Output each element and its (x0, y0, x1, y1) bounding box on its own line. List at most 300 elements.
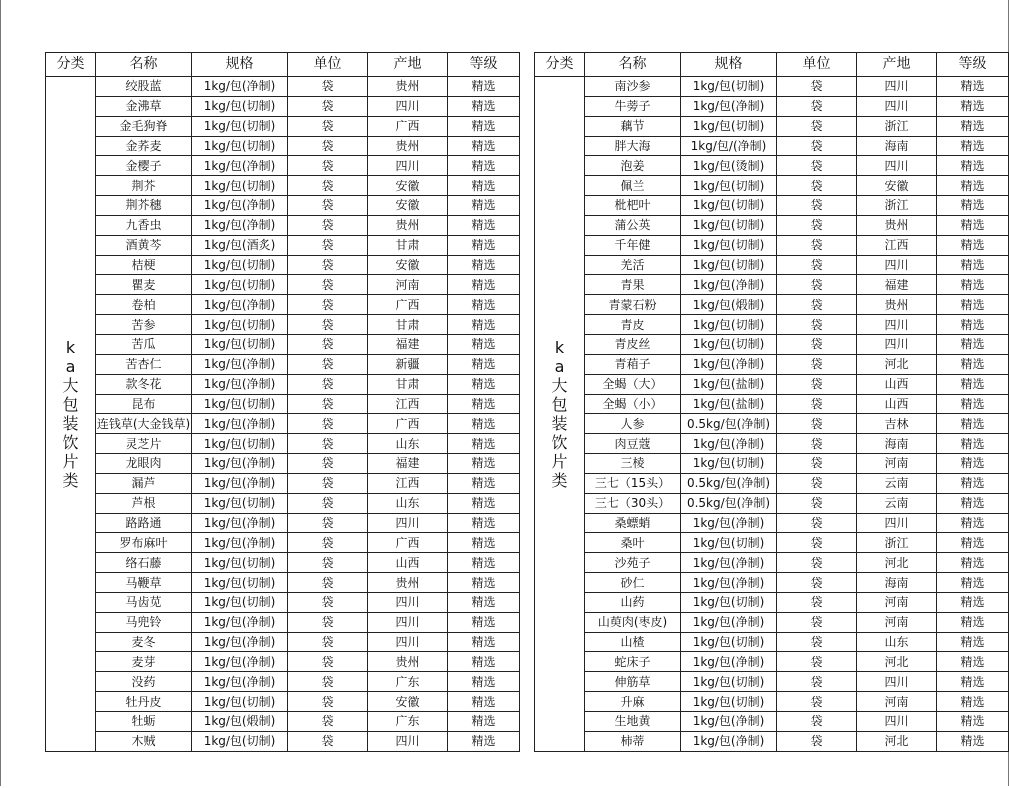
grade-cell: 精选 (448, 592, 520, 612)
spec-cell: 1kg/包(切制) (192, 573, 288, 593)
table-row (46, 493, 520, 513)
origin-cell: 甘肃 (368, 315, 448, 335)
grade-cell: 精选 (937, 196, 1009, 216)
name-cell: 连钱草(大金钱草) (96, 414, 192, 434)
grade-cell: 精选 (448, 652, 520, 672)
name-cell: 砂仁 (585, 573, 681, 593)
header-category: 分类 (46, 53, 96, 77)
spec-cell: 0.5kg/包(净制) (681, 473, 777, 493)
spec-cell: 1kg/包(净制) (192, 454, 288, 474)
name-cell: 三棱 (585, 454, 681, 474)
origin-cell: 四川 (368, 513, 448, 533)
table-row (46, 731, 520, 751)
grade-cell: 精选 (448, 374, 520, 394)
unit-cell: 袋 (288, 632, 368, 652)
grade-cell: 精选 (448, 434, 520, 454)
table-row (46, 473, 520, 493)
grade-cell: 精选 (448, 533, 520, 553)
origin-cell: 江西 (857, 235, 937, 255)
name-cell: 九香虫 (96, 215, 192, 235)
origin-cell: 山西 (368, 553, 448, 573)
spec-cell: 1kg/包(切制) (192, 592, 288, 612)
table-row (535, 354, 1009, 374)
grade-cell: 精选 (937, 255, 1009, 275)
grade-cell: 精选 (448, 116, 520, 136)
unit-cell: 袋 (288, 493, 368, 513)
origin-cell: 广西 (368, 295, 448, 315)
origin-cell: 浙江 (857, 116, 937, 136)
unit-cell: 袋 (288, 513, 368, 533)
spec-cell: 1kg/包(切制) (192, 275, 288, 295)
spec-cell: 1kg/包(盐制) (681, 374, 777, 394)
grade-cell: 精选 (937, 493, 1009, 513)
spec-cell: 1kg/包(烫制) (681, 156, 777, 176)
origin-cell: 四川 (368, 632, 448, 652)
unit-cell: 袋 (288, 394, 368, 414)
name-cell: 麦芽 (96, 652, 192, 672)
spec-cell: 1kg/包(净制) (681, 96, 777, 116)
header-origin: 产地 (857, 53, 937, 77)
name-cell: 金毛狗脊 (96, 116, 192, 136)
name-cell: 络石藤 (96, 553, 192, 573)
spec-cell: 1kg/包(净制) (681, 612, 777, 632)
header-unit: 单位 (288, 53, 368, 77)
origin-cell: 贵州 (368, 136, 448, 156)
spec-cell: 1kg/包(净制) (192, 215, 288, 235)
name-cell: 麦冬 (96, 632, 192, 652)
table-row (46, 295, 520, 315)
spec-cell: 1kg/包(切制) (681, 334, 777, 354)
unit-cell: 袋 (288, 116, 368, 136)
table-row (535, 215, 1009, 235)
name-cell: 青果 (585, 275, 681, 295)
origin-cell: 贵州 (368, 573, 448, 593)
name-cell: 马兜铃 (96, 612, 192, 632)
table-row (46, 156, 520, 176)
table-row (535, 652, 1009, 672)
origin-cell: 贵州 (857, 215, 937, 235)
name-cell: 人参 (585, 414, 681, 434)
unit-cell: 袋 (288, 196, 368, 216)
table-row (535, 573, 1009, 593)
name-cell: 蒲公英 (585, 215, 681, 235)
spec-cell: 1kg/包(切制) (681, 176, 777, 196)
grade-cell: 精选 (937, 473, 1009, 493)
grade-cell: 精选 (448, 493, 520, 513)
unit-cell: 袋 (288, 592, 368, 612)
unit-cell: 袋 (288, 414, 368, 434)
origin-cell: 福建 (857, 275, 937, 295)
table-row (46, 513, 520, 533)
spec-cell: 1kg/包(净制) (192, 295, 288, 315)
unit-cell: 袋 (777, 473, 857, 493)
spec-cell: 1kg/包(切制) (681, 116, 777, 136)
table-row (535, 196, 1009, 216)
origin-cell: 山西 (857, 394, 937, 414)
grade-cell: 精选 (937, 116, 1009, 136)
grade-cell: 精选 (448, 295, 520, 315)
name-cell: 青蒙石粉 (585, 295, 681, 315)
origin-cell: 山东 (368, 493, 448, 513)
table-row (535, 414, 1009, 434)
spec-cell: 1kg/包(切制) (192, 136, 288, 156)
table-row (46, 374, 520, 394)
unit-cell: 袋 (288, 652, 368, 672)
spec-cell: 1kg/包(净制) (192, 612, 288, 632)
unit-cell: 袋 (777, 374, 857, 394)
name-cell: 款冬花 (96, 374, 192, 394)
grade-cell: 精选 (937, 652, 1009, 672)
unit-cell: 袋 (777, 354, 857, 374)
grade-cell: 精选 (448, 553, 520, 573)
spec-cell: 1kg/包(盐制) (681, 394, 777, 414)
unit-cell: 袋 (777, 513, 857, 533)
spec-cell: 1kg/包(净制) (681, 731, 777, 751)
header-row (46, 53, 520, 77)
table-row (46, 414, 520, 434)
unit-cell: 袋 (777, 215, 857, 235)
name-cell: 龙眼肉 (96, 454, 192, 474)
spec-cell: 1kg/包(净制) (192, 473, 288, 493)
category-cell (535, 77, 585, 752)
name-cell: 牡蛎 (96, 712, 192, 732)
name-cell: 山萸肉(枣皮) (585, 612, 681, 632)
origin-cell: 福建 (368, 454, 448, 474)
table-row (535, 77, 1009, 97)
grade-cell: 精选 (448, 196, 520, 216)
name-cell: 金荞麦 (96, 136, 192, 156)
name-cell: 泡姜 (585, 156, 681, 176)
unit-cell: 袋 (777, 712, 857, 732)
table-row (535, 255, 1009, 275)
unit-cell: 袋 (288, 354, 368, 374)
header-name: 名称 (585, 53, 681, 77)
origin-cell: 河北 (857, 731, 937, 751)
grade-cell: 精选 (448, 255, 520, 275)
origin-cell: 甘肃 (368, 235, 448, 255)
table-row (46, 712, 520, 732)
table-row (46, 454, 520, 474)
origin-cell: 福建 (368, 334, 448, 354)
grade-cell: 精选 (937, 374, 1009, 394)
unit-cell: 袋 (777, 295, 857, 315)
name-cell: 三七（15头） (585, 473, 681, 493)
grade-cell: 精选 (937, 553, 1009, 573)
name-cell: 苦杏仁 (96, 354, 192, 374)
unit-cell: 袋 (777, 493, 857, 513)
spec-cell: 1kg/包(切制) (192, 731, 288, 751)
table-row (535, 553, 1009, 573)
product-table-right (534, 52, 1009, 752)
origin-cell: 浙江 (857, 196, 937, 216)
origin-cell: 四川 (368, 592, 448, 612)
header-spec: 规格 (681, 53, 777, 77)
table-row (535, 156, 1009, 176)
origin-cell: 四川 (857, 712, 937, 732)
unit-cell: 袋 (288, 672, 368, 692)
spec-cell: 1kg/包(净制) (681, 513, 777, 533)
grade-cell: 精选 (937, 315, 1009, 335)
unit-cell: 袋 (777, 652, 857, 672)
name-cell: 沙苑子 (585, 553, 681, 573)
name-cell: 桔梗 (96, 255, 192, 275)
origin-cell: 安徽 (368, 255, 448, 275)
unit-cell: 袋 (777, 255, 857, 275)
origin-cell: 河北 (857, 553, 937, 573)
spec-cell: 1kg/包(煅制) (192, 712, 288, 732)
spec-cell: 1kg/包(切制) (192, 116, 288, 136)
table-row (46, 77, 520, 97)
name-cell: 山楂 (585, 632, 681, 652)
spec-cell: 1kg/包(切制) (681, 533, 777, 553)
unit-cell: 袋 (288, 374, 368, 394)
unit-cell: 袋 (288, 712, 368, 732)
spec-cell: 1kg/包(切制) (192, 692, 288, 712)
name-cell: 桑叶 (585, 533, 681, 553)
name-cell: 灵芝片 (96, 434, 192, 454)
origin-cell: 安徽 (857, 176, 937, 196)
table-row (535, 513, 1009, 533)
unit-cell: 袋 (777, 612, 857, 632)
name-cell: 金沸草 (96, 96, 192, 116)
spec-cell: 1kg/包(煅制) (681, 295, 777, 315)
table-row (535, 592, 1009, 612)
grade-cell: 精选 (448, 414, 520, 434)
header-spec: 规格 (192, 53, 288, 77)
table-row (535, 712, 1009, 732)
spec-cell: 1kg/包(切制) (681, 632, 777, 652)
spec-cell: 1kg/包/(净制) (681, 136, 777, 156)
table-row (535, 136, 1009, 156)
origin-cell: 贵州 (368, 215, 448, 235)
header-name: 名称 (96, 53, 192, 77)
origin-cell: 山东 (857, 632, 937, 652)
unit-cell: 袋 (777, 394, 857, 414)
unit-cell: 袋 (777, 414, 857, 434)
unit-cell: 袋 (288, 434, 368, 454)
table-row (46, 553, 520, 573)
origin-cell: 河北 (857, 354, 937, 374)
table-row (535, 612, 1009, 632)
origin-cell: 江西 (368, 473, 448, 493)
spec-cell: 1kg/包(净制) (192, 533, 288, 553)
unit-cell: 袋 (777, 334, 857, 354)
unit-cell: 袋 (777, 632, 857, 652)
name-cell: 羌活 (585, 255, 681, 275)
grade-cell: 精选 (448, 731, 520, 751)
grade-cell: 精选 (448, 454, 520, 474)
grade-cell: 精选 (937, 692, 1009, 712)
grade-cell: 精选 (448, 77, 520, 97)
unit-cell: 袋 (777, 434, 857, 454)
name-cell: 枇杷叶 (585, 196, 681, 216)
origin-cell: 四川 (857, 255, 937, 275)
unit-cell: 袋 (777, 156, 857, 176)
table-row (535, 116, 1009, 136)
origin-cell: 贵州 (857, 295, 937, 315)
table-row (535, 394, 1009, 414)
grade-cell: 精选 (448, 672, 520, 692)
unit-cell: 袋 (288, 334, 368, 354)
table-row (46, 632, 520, 652)
origin-cell: 河南 (857, 592, 937, 612)
spec-cell: 1kg/包(净制) (681, 573, 777, 593)
table-row (535, 731, 1009, 751)
grade-cell: 精选 (448, 513, 520, 533)
grade-cell: 精选 (937, 156, 1009, 176)
table-row (46, 334, 520, 354)
origin-cell: 海南 (857, 136, 937, 156)
origin-cell: 海南 (857, 434, 937, 454)
grade-cell: 精选 (937, 414, 1009, 434)
spec-cell: 0.5kg/包(净制) (681, 414, 777, 434)
name-cell: 荆芥穗 (96, 196, 192, 216)
table-row (46, 652, 520, 672)
spec-cell: 1kg/包(净制) (192, 156, 288, 176)
origin-cell: 山西 (857, 374, 937, 394)
unit-cell: 袋 (288, 473, 368, 493)
origin-cell: 甘肃 (368, 374, 448, 394)
name-cell: 胖大海 (585, 136, 681, 156)
origin-cell: 安徽 (368, 176, 448, 196)
grade-cell: 精选 (937, 354, 1009, 374)
name-cell: 金樱子 (96, 156, 192, 176)
grade-cell: 精选 (448, 473, 520, 493)
grade-cell: 精选 (448, 275, 520, 295)
header-unit: 单位 (777, 53, 857, 77)
table-row (535, 295, 1009, 315)
unit-cell: 袋 (777, 116, 857, 136)
origin-cell: 四川 (857, 96, 937, 116)
table-row (46, 176, 520, 196)
unit-cell: 袋 (777, 454, 857, 474)
spec-cell: 1kg/包(净制) (192, 77, 288, 97)
table-row (46, 215, 520, 235)
grade-cell: 精选 (937, 533, 1009, 553)
table-row (535, 275, 1009, 295)
spec-cell: 1kg/包(切制) (192, 315, 288, 335)
table-row (46, 196, 520, 216)
grade-cell: 精选 (937, 434, 1009, 454)
unit-cell: 袋 (288, 692, 368, 712)
unit-cell: 袋 (288, 573, 368, 593)
grade-cell: 精选 (937, 96, 1009, 116)
table-row (46, 573, 520, 593)
origin-cell: 贵州 (368, 77, 448, 97)
unit-cell: 袋 (288, 553, 368, 573)
name-cell: 路路通 (96, 513, 192, 533)
unit-cell: 袋 (288, 156, 368, 176)
unit-cell: 袋 (288, 235, 368, 255)
unit-cell: 袋 (288, 533, 368, 553)
unit-cell: 袋 (288, 215, 368, 235)
unit-cell: 袋 (777, 592, 857, 612)
grade-cell: 精选 (448, 712, 520, 732)
origin-cell: 四川 (368, 731, 448, 751)
table-row (535, 315, 1009, 335)
spec-cell: 1kg/包(切制) (192, 255, 288, 275)
category-label: ka大包装饮片类 (551, 337, 568, 490)
grade-cell: 精选 (448, 573, 520, 593)
origin-cell: 河南 (857, 612, 937, 632)
unit-cell: 袋 (288, 454, 368, 474)
grade-cell: 精选 (937, 77, 1009, 97)
grade-cell: 精选 (937, 176, 1009, 196)
origin-cell: 海南 (857, 573, 937, 593)
origin-cell: 安徽 (368, 692, 448, 712)
table-row (46, 692, 520, 712)
unit-cell: 袋 (288, 612, 368, 632)
unit-cell: 袋 (777, 315, 857, 335)
grade-cell: 精选 (937, 215, 1009, 235)
name-cell: 三七（30头） (585, 493, 681, 513)
category-label: ka大包装饮片类 (62, 337, 79, 490)
table-row (46, 592, 520, 612)
name-cell: 山药 (585, 592, 681, 612)
name-cell: 牛蒡子 (585, 96, 681, 116)
table-row (535, 632, 1009, 652)
table-body-right (535, 77, 1009, 752)
table-row (46, 434, 520, 454)
name-cell: 青皮丝 (585, 334, 681, 354)
origin-cell: 江西 (368, 394, 448, 414)
table-row (535, 533, 1009, 553)
origin-cell: 四川 (857, 334, 937, 354)
origin-cell: 四川 (368, 612, 448, 632)
origin-cell: 河南 (857, 692, 937, 712)
spec-cell: 0.5kg/包(净制) (681, 493, 777, 513)
table-row (535, 176, 1009, 196)
grade-cell: 精选 (937, 731, 1009, 751)
origin-cell: 云南 (857, 473, 937, 493)
table-row (535, 235, 1009, 255)
grade-cell: 精选 (448, 176, 520, 196)
table-row (46, 672, 520, 692)
origin-cell: 浙江 (857, 533, 937, 553)
unit-cell: 袋 (288, 295, 368, 315)
origin-cell: 云南 (857, 493, 937, 513)
name-cell: 藕节 (585, 116, 681, 136)
spec-cell: 1kg/包(切制) (681, 315, 777, 335)
category-cell (46, 77, 96, 752)
name-cell: 漏芦 (96, 473, 192, 493)
name-cell: 全蝎（小） (585, 394, 681, 414)
origin-cell: 吉林 (857, 414, 937, 434)
table-row (46, 533, 520, 553)
unit-cell: 袋 (288, 136, 368, 156)
name-cell: 生地黄 (585, 712, 681, 732)
spec-cell: 1kg/包(净制) (192, 632, 288, 652)
table-row (535, 454, 1009, 474)
unit-cell: 袋 (777, 77, 857, 97)
spec-cell: 1kg/包(净制) (681, 434, 777, 454)
table-row (46, 235, 520, 255)
unit-cell: 袋 (777, 136, 857, 156)
grade-cell: 精选 (937, 295, 1009, 315)
name-cell: 柿蒂 (585, 731, 681, 751)
name-cell: 马齿苋 (96, 592, 192, 612)
name-cell: 升麻 (585, 692, 681, 712)
origin-cell: 广东 (368, 712, 448, 732)
table-row (46, 136, 520, 156)
header-grade: 等级 (448, 53, 520, 77)
origin-cell: 河南 (368, 275, 448, 295)
table-row (46, 394, 520, 414)
table-row (46, 612, 520, 632)
name-cell: 卷柏 (96, 295, 192, 315)
grade-cell: 精选 (448, 334, 520, 354)
name-cell: 南沙参 (585, 77, 681, 97)
